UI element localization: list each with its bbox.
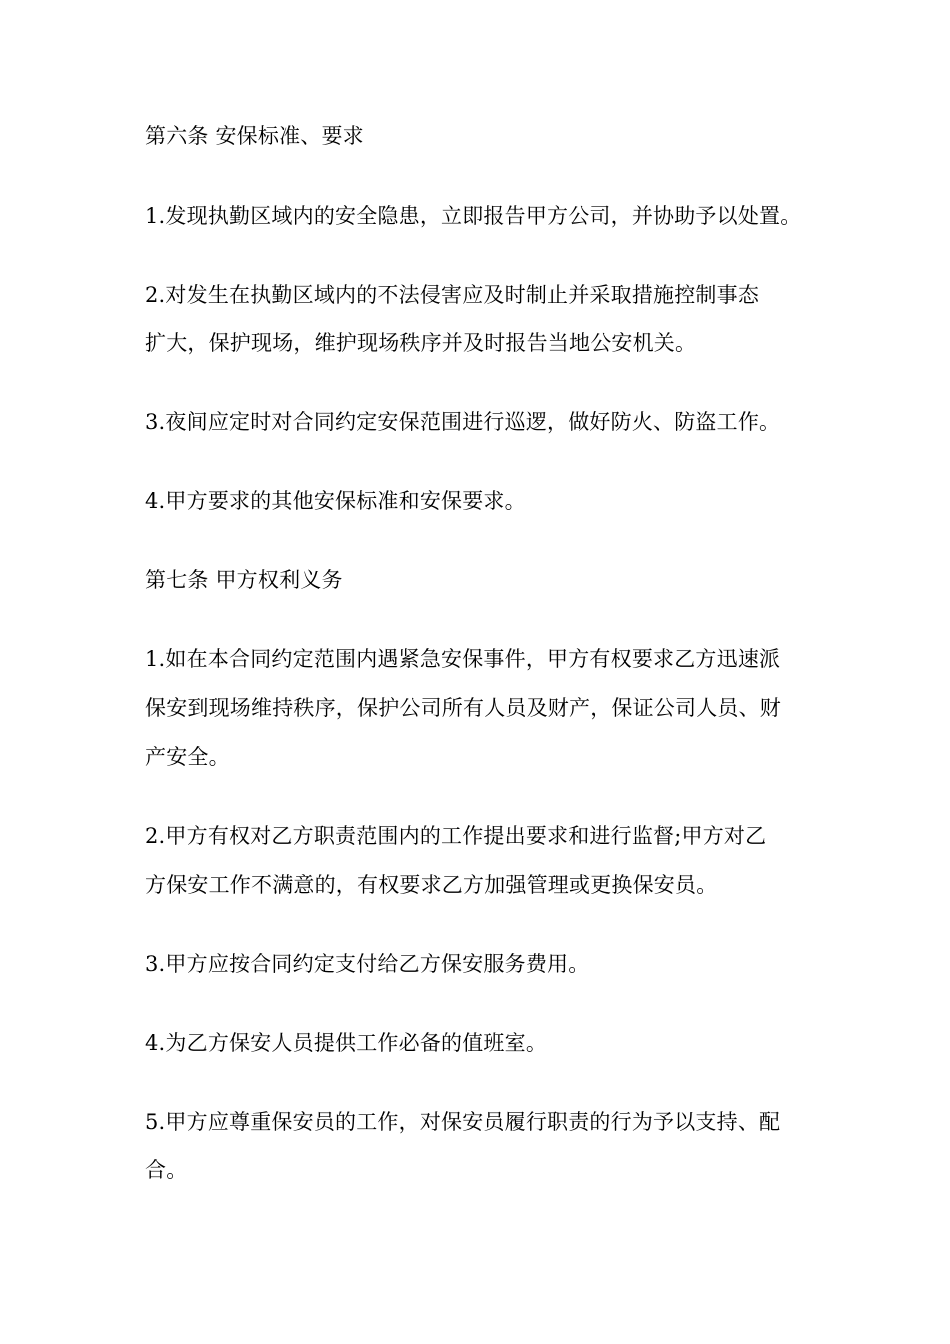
section-6-item-2-line-2: 扩大，保护现场，维护现场秩序并及时报告当地公安机关。 <box>145 331 697 355</box>
section-7-item-2-line-1: 2.甲方有权对乙方职责范围内的工作提出要求和进行监督;甲方对乙 <box>145 824 767 848</box>
section-7-item-1-line-2: 保安到现场维持秩序，保护公司所有人员及财产，保证公司人员、财 <box>145 696 781 720</box>
section-7-heading: 第七条 甲方权利义务 <box>145 568 343 592</box>
section-7-item-5-line-1: 5.甲方应尊重保安员的工作，对保安员履行职责的行为予以支持、配 <box>145 1110 781 1134</box>
section-7-item-1-line-1: 1.如在本合同约定范围内遇紧急安保事件，甲方有权要求乙方迅速派 <box>145 647 781 671</box>
section-7-item-4: 4.为乙方保安人员提供工作必备的值班室。 <box>145 1031 548 1055</box>
section-6-heading: 第六条 安保标准、要求 <box>145 124 364 148</box>
section-7-item-5-line-2: 合。 <box>145 1158 188 1182</box>
section-6-item-3: 3.夜间应定时对合同约定安保范围进行巡逻，做好防火、防盗工作。 <box>145 410 781 434</box>
section-6-item-4: 4.甲方要求的其他安保标准和安保要求。 <box>145 489 526 513</box>
section-7-item-2-line-2: 方保安工作不满意的，有权要求乙方加强管理或更换保安员。 <box>145 873 718 897</box>
section-7-item-1-line-3: 产安全。 <box>145 745 230 769</box>
section-6-item-1: 1.发现执勤区域内的安全隐患，立即报告甲方公司，并协助予以处置。 <box>145 204 802 228</box>
section-6-item-2-line-1: 2.对发生在执勤区域内的不法侵害应及时制止并采取措施控制事态 <box>145 283 760 307</box>
section-7-item-3: 3.甲方应按合同约定支付给乙方保安服务费用。 <box>145 952 590 976</box>
